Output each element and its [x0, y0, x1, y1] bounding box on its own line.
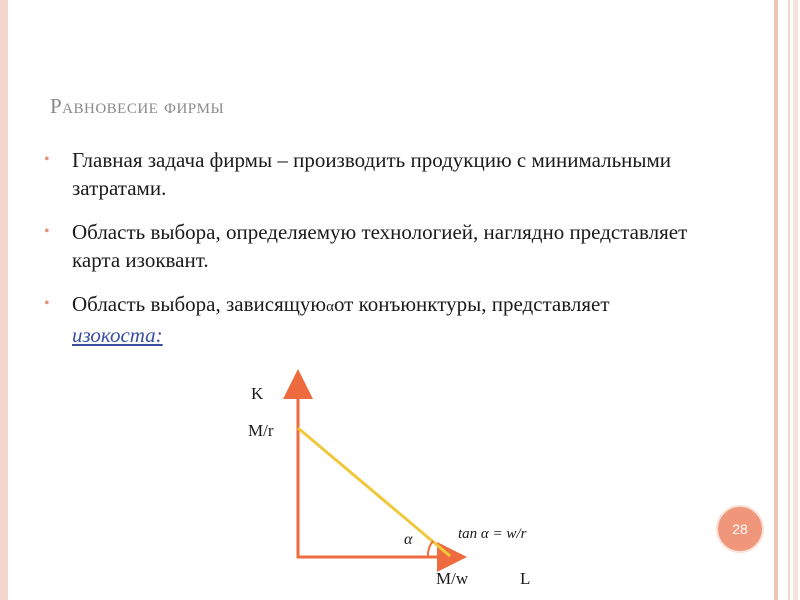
l-axis-label: L [520, 569, 531, 588]
isocost-line [298, 428, 450, 556]
tan-formula: tan α = w/r [458, 526, 527, 542]
alpha-angle-arc [428, 541, 433, 556]
isocost-link[interactable]: изокоста: [72, 323, 163, 347]
bullet-text: Область выбора, определяемую технологией, наглядно представляет карта изоквант. [72, 220, 688, 272]
bullet-text: Главная задача фирмы – производить продукцию с минимальными затратами. [72, 148, 672, 200]
bullet-text: Область выбора, зависящую [72, 292, 327, 316]
slide-title: Равновесие фирмы [50, 94, 225, 118]
k-axis-label: K [251, 384, 264, 403]
page-number-badge: 28 [716, 505, 764, 553]
bullet-icon: • [44, 223, 50, 240]
alpha-label: α [404, 531, 413, 548]
mr-label: M/r [248, 421, 274, 440]
bullet-icon: • [44, 151, 50, 168]
bullet-text: от конъюнктуры, представляет [333, 292, 610, 316]
alpha-glyph: α [326, 299, 334, 315]
mw-label: M/w [436, 569, 469, 588]
bullet-icon: • [44, 295, 50, 312]
